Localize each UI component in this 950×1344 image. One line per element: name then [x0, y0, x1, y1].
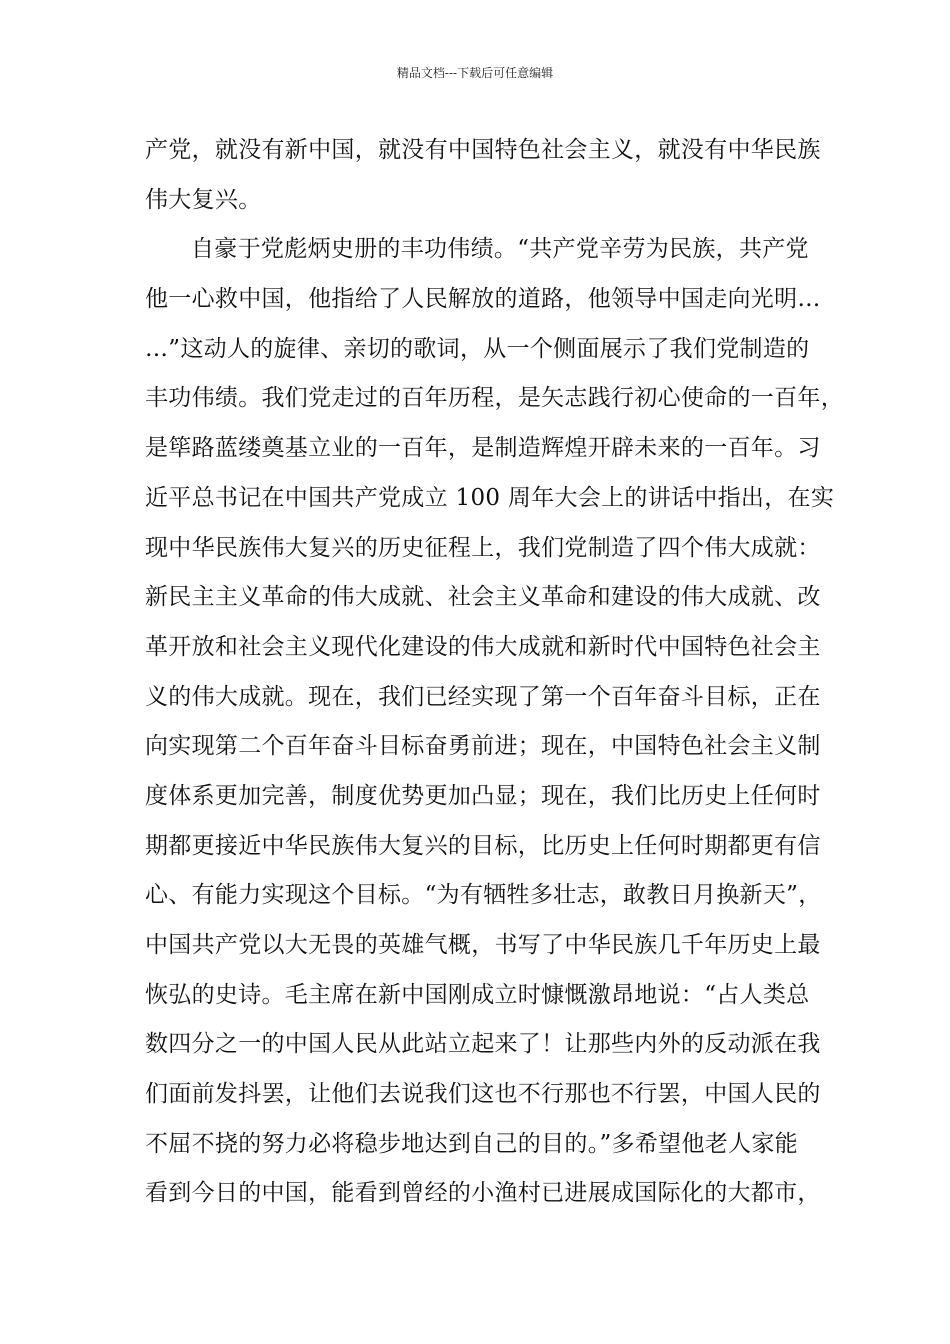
- text-line: 看到今日的中国，能看到曾经的小渔村已进展成国际化的大都市，: [145, 1180, 821, 1207]
- text-line: 革开放和社会主义现代化建设的伟大成就和新时代中国特色社会主: [145, 633, 821, 660]
- text-line: 是筚路蓝缕奠基立业的一百年，是制造辉煌开辟未来的一百年。习: [145, 435, 821, 462]
- text-line: 丰功伟绩。我们党走过的百年历程，是矢志践行初心使命的一百年，: [145, 385, 844, 412]
- text-line: 伟大复兴。: [145, 186, 262, 213]
- text-line: 心、有能力实现这个目标。“为有牺牲多壮志，敢教日月换新天”，: [145, 882, 822, 909]
- text-line: 向实现第二个百年奋斗目标奋勇前进；现在，中国特色社会主义制: [145, 733, 821, 760]
- text-line: 不屈不挠的努力必将稳步地达到自己的目的。”多希望他老人家能: [145, 1130, 798, 1157]
- paragraph-start-line: 自豪于党彪炳史册的丰功伟绩。“共产党辛劳为民族，共产党: [191, 236, 809, 263]
- text-line: 数四分之一的中国人民从此站立起来了！让那些内外的反动派在我: [145, 1031, 821, 1058]
- page-header: 精品文档---下载后可任意编辑: [396, 66, 554, 80]
- text-line: 他一心救中国，他指给了人民解放的道路，他领导中国走向光明…: [145, 286, 821, 313]
- text-line: 中国共产党以大无畏的英雄气概，书写了中华民族几千年历史上最: [145, 932, 821, 958]
- document-body: [145, 130, 844, 1223]
- text-line: 新民主主义革命的伟大成就、社会主义革命和建设的伟大成就、改: [145, 584, 821, 611]
- text-line: 期都更接近中华民族伟大复兴的目标，比历史上任何时期都更有信: [145, 832, 821, 859]
- text-line: 现中华民族伟大复兴的历史征程上，我们党制造了四个伟大成就：: [145, 534, 821, 561]
- text-line: 产党，就没有新中国，就没有中国特色社会主义，就没有中华民族: [145, 137, 821, 163]
- text-line: 近平总书记在中国共产党成立 100 周年大会上的讲话中指出，在实: [145, 484, 835, 511]
- text-line: 义的伟大成就。现在，我们已经实现了第一个百年奋斗目标，正在: [145, 683, 821, 710]
- text-line: 恢弘的史诗。毛主席在新中国刚成立时慷慨激昂地说：“占人类总: [145, 981, 810, 1008]
- text-line: 们面前发抖罢，让他们去说我们这也不行那也不行罢，中国人民的: [145, 1081, 821, 1108]
- text-line: 度体系更加完善，制度优势更加凸显；现在，我们比历史上任何时: [145, 782, 821, 809]
- text-line: …”这动人的旋律、亲切的歌词，从一个侧面展示了我们党制造的: [145, 335, 810, 362]
